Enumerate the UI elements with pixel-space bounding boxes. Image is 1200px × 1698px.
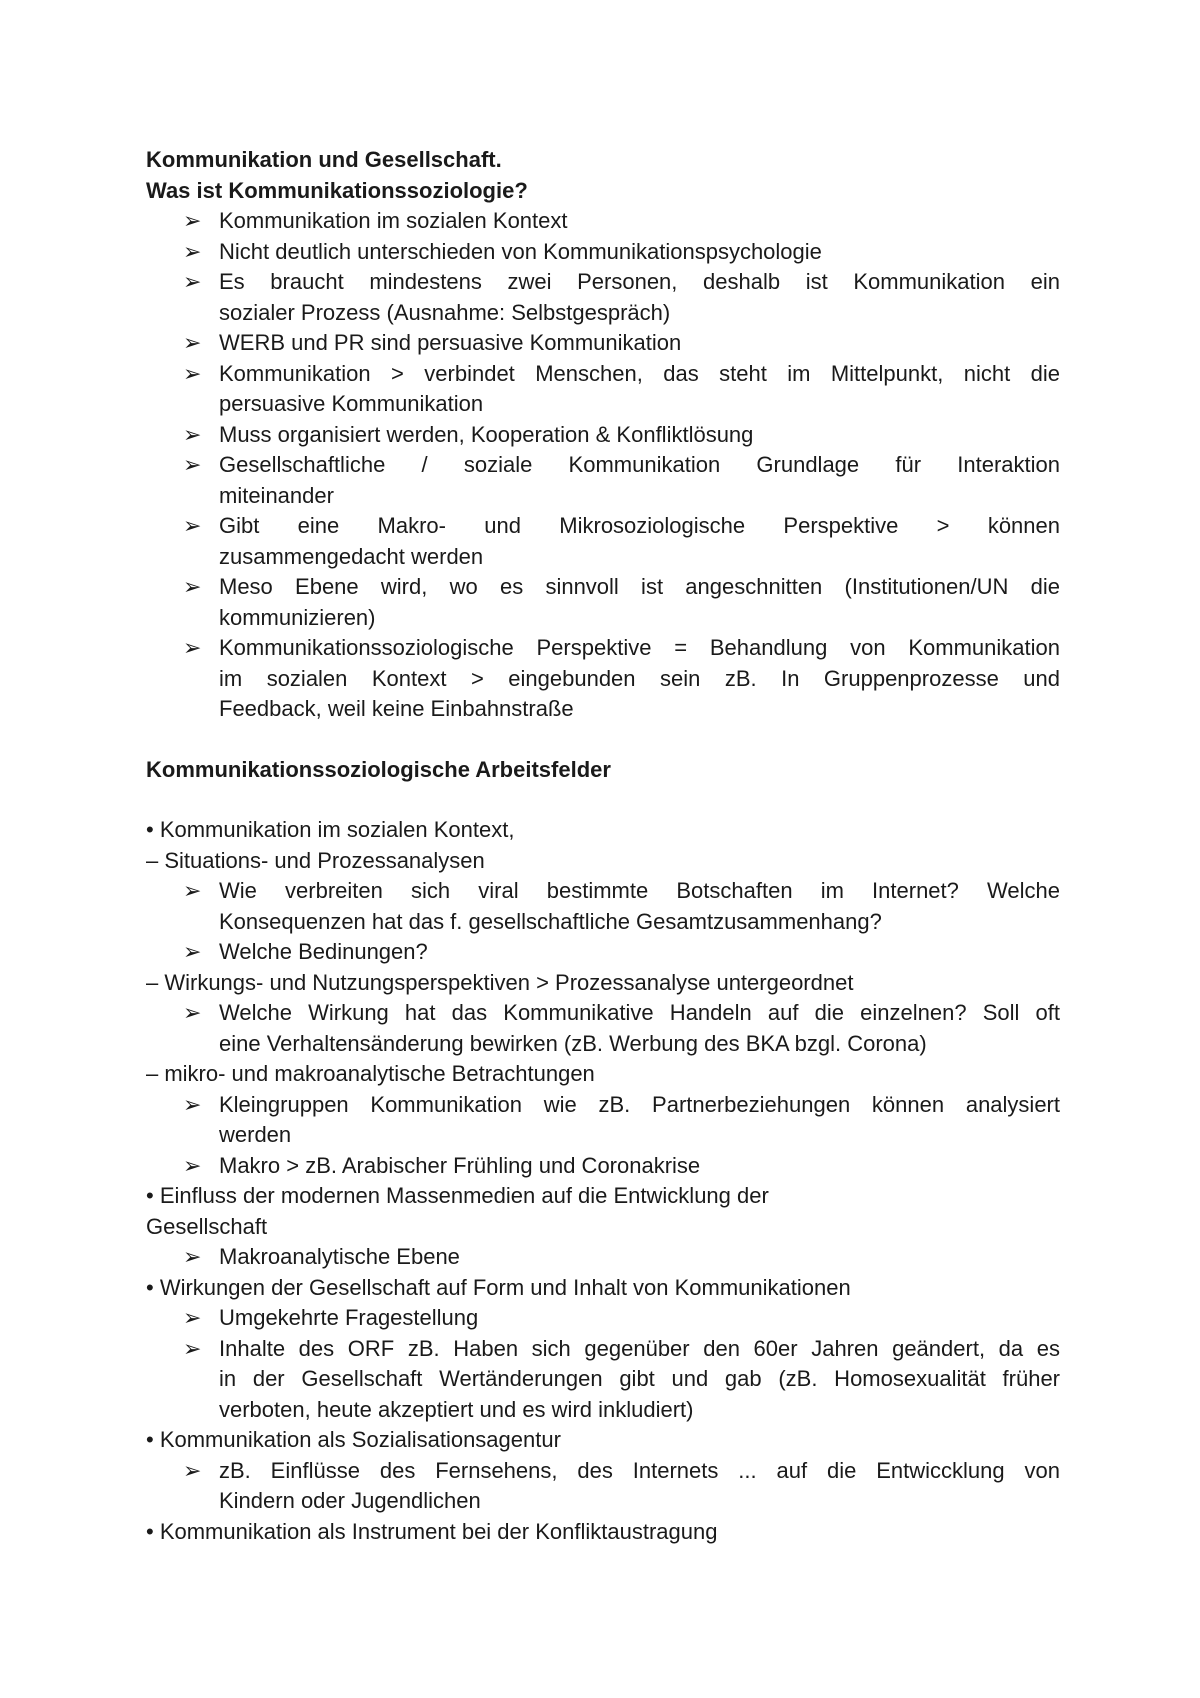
- document-content: [146, 145, 1060, 1547]
- list-item-continuation: miteinander: [219, 482, 334, 508]
- section-heading: Was ist Kommunikationssoziologie?: [146, 177, 528, 203]
- list-item-continuation: im sozialen Kontext > eingebunden sein zB. In Gruppenprozesse und: [219, 665, 1060, 691]
- dot-item: • Einfluss der modernen Massenmedien auf die Entwicklung der: [146, 1183, 769, 1208]
- list-item: ➢ Kommunikation > verbindet Menschen, das steht im Mittelpunkt, nicht die: [146, 359, 1060, 390]
- list-item-continuation: werden: [219, 1122, 292, 1147]
- list-item-continuation: kommunizieren): [219, 604, 376, 630]
- arrow-bullet-icon: ➢: [183, 939, 202, 964]
- arrow-bullet-icon: ➢: [183, 1457, 202, 1483]
- arrow-bullet-icon: ➢: [183, 1152, 202, 1178]
- document-title: Kommunikation und Gesellschaft.: [146, 147, 502, 172]
- list-item-continuation: in der Gesellschaft Wertänderungen gibt und gab (zB. Homosexualität früher: [219, 1366, 1060, 1391]
- arrow-bullet-icon: ➢: [183, 238, 202, 264]
- arrow-bullet-icon: ➢: [183, 330, 202, 355]
- arrow-bullet-icon: ➢: [183, 421, 202, 447]
- list-item: ➢ Welche Wirkung hat das Kommunikative Handeln auf die einzelnen? Soll oft: [146, 998, 1060, 1029]
- list-item: ➢ Wie verbreiten sich viral bestimmte Botschaften im Internet? Welche: [146, 876, 1060, 907]
- list-item-continuation: persuasive Kommunikation: [219, 391, 484, 416]
- arrow-bullet-icon: ➢: [183, 635, 202, 660]
- arrow-bullet-icon: ➢: [183, 574, 202, 599]
- list-item: ➢ Muss organisiert werden, Kooperation & Konfliktlösung: [146, 420, 1060, 451]
- dot-item-continuation: Gesellschaft: [146, 1213, 268, 1239]
- list-item: ➢ Kommunikationssoziologische Perspektive = Behandlung von Kommunikation: [146, 633, 1060, 664]
- dot-item: • Wirkungen der Gesellschaft auf Form und Inhalt von Kommunikationen: [146, 1274, 851, 1300]
- arrow-bullet-icon: ➢: [183, 360, 202, 386]
- list-item: ➢ Nicht deutlich unterschieden von Kommunikationspsychologie: [146, 237, 1060, 268]
- list-item: ➢ zB. Einflüsse des Fernsehens, des Internets ... auf die Entwiccklung von: [146, 1456, 1060, 1487]
- list-item: ➢ WERB und PR sind persuasive Kommunikation: [146, 328, 1060, 359]
- list-item: ➢ Inhalte des ORF zB. Haben sich gegenüber den 60er Jahren geändert, da es: [146, 1334, 1060, 1365]
- arrow-bullet-icon: ➢: [183, 269, 202, 294]
- list-item-continuation: Feedback, weil keine Einbahnstraße: [219, 696, 574, 721]
- arrow-bullet-icon: ➢: [183, 452, 202, 477]
- dash-item: – mikro- und makroanalytische Betrachtungen: [146, 1061, 595, 1086]
- list-item: ➢ Welche Bedinungen?: [146, 937, 1060, 968]
- dash-item: – Situations- und Prozessanalysen: [146, 847, 485, 873]
- list-item-continuation: eine Verhaltensänderung bewirken (zB. Werbung des BKA bzgl. Corona): [219, 1030, 927, 1056]
- list-item-continuation: Konsequenzen hat das f. gesellschaftliche Gesamtzusammenhang?: [219, 908, 882, 934]
- section-heading: Kommunikationssoziologische Arbeitsfelder: [146, 756, 611, 782]
- list-item: ➢ Makroanalytische Ebene: [146, 1242, 1060, 1273]
- list-item: ➢ Makro > zB. Arabischer Frühling und Coronakrise: [146, 1151, 1060, 1182]
- list-item: ➢ Kommunikation im sozialen Kontext: [146, 206, 1060, 237]
- list-item: ➢ Meso Ebene wird, wo es sinnvoll ist angeschnitten (Institutionen/UN die: [146, 572, 1060, 603]
- list-item: ➢ Umgekehrte Fragestellung: [146, 1303, 1060, 1334]
- list-item-continuation: sozialer Prozess (Ausnahme: Selbstgespräch): [219, 299, 671, 325]
- dot-item: • Kommunikation als Instrument bei der Konfliktaustragung: [146, 1518, 718, 1544]
- arrow-bullet-icon: ➢: [183, 1091, 202, 1117]
- list-item: ➢ Gibt eine Makro- und Mikrosoziologische Perspektive > können: [146, 511, 1060, 542]
- arrow-bullet-icon: ➢: [183, 513, 202, 538]
- arrow-bullet-icon: ➢: [183, 1335, 202, 1361]
- list-item: ➢ Es braucht mindestens zwei Personen, deshalb ist Kommunikation ein: [146, 267, 1060, 298]
- list-item: ➢ Gesellschaftliche / soziale Kommunikation Grundlage für Interaktion: [146, 450, 1060, 481]
- arrow-bullet-icon: ➢: [183, 1000, 202, 1025]
- arrow-bullet-icon: ➢: [183, 208, 202, 233]
- arrow-bullet-icon: ➢: [183, 1305, 202, 1330]
- list-item: ➢ Kleingruppen Kommunikation wie zB. Partnerbeziehungen können analysiert: [146, 1090, 1060, 1121]
- dash-item: – Wirkungs- und Nutzungsperspektiven > Prozessanalyse untergeordnet: [146, 969, 854, 995]
- list-item-continuation: zusammengedacht werden: [219, 543, 484, 569]
- list-item-continuation: Kindern oder Jugendlichen: [219, 1488, 481, 1513]
- dot-item: • Kommunikation als Sozialisationsagentur: [146, 1427, 561, 1452]
- arrow-bullet-icon: ➢: [183, 878, 202, 903]
- arrow-bullet-icon: ➢: [183, 1244, 202, 1269]
- list-item-continuation: verboten, heute akzeptiert und es wird inkludiert): [219, 1396, 694, 1422]
- dot-item: • Kommunikation im sozialen Kontext,: [146, 817, 515, 842]
